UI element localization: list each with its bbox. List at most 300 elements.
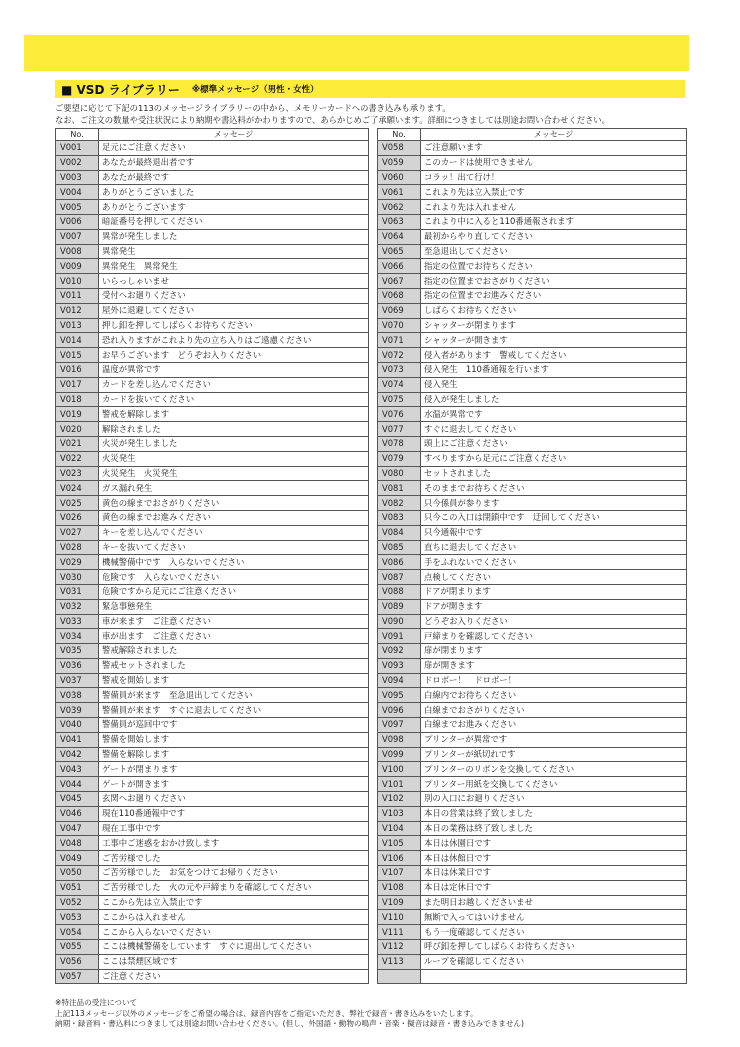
message-text: ここは機械警備をしています すぐに退出してください [99, 940, 369, 955]
table-row [56, 333, 369, 348]
message-text: シャッターが開きます [421, 333, 687, 348]
message-text: ご苦労様でした [99, 851, 369, 866]
message-text: 本日は休業日です [421, 866, 687, 881]
message-number: V038 [56, 688, 99, 703]
message-text: 受付へお廻りください [99, 288, 369, 303]
message-number: V100 [378, 762, 421, 777]
table-row [56, 718, 369, 733]
message-number: V033 [56, 614, 99, 629]
message-number: V006 [56, 214, 99, 229]
table-row [378, 525, 687, 540]
message-number: V017 [56, 377, 99, 392]
message-number: V014 [56, 333, 99, 348]
intro-line: なお、ご注文の数量や受注状況により納期や書込料がかわりますので、あらかじめご了承願います。詳細につきましては別途お問い合わせください。 [55, 115, 610, 125]
message-text: ご注意ください [99, 969, 369, 984]
message-number: V106 [378, 851, 421, 866]
message-text: ご注意願います [421, 141, 687, 156]
message-text: プリンターが紙切れです [421, 747, 687, 762]
message-number: V099 [378, 747, 421, 762]
message-number: V077 [378, 422, 421, 437]
message-text: 温度が異常です [99, 362, 369, 377]
message-text: 水温が異常です [421, 407, 687, 422]
message-number: V088 [378, 584, 421, 599]
message-number: V056 [56, 954, 99, 969]
message-number: V035 [56, 644, 99, 659]
message-text: このカードは使用できません [421, 155, 687, 170]
table-row [378, 644, 687, 659]
message-number: V108 [378, 880, 421, 895]
column-header-message: メッセージ [99, 129, 369, 141]
message-text: 最初からやり直してください [421, 229, 687, 244]
message-text: 黄色の線までおさがりください [99, 496, 369, 511]
table-row [378, 436, 687, 451]
message-number: V104 [378, 821, 421, 836]
message-number: V060 [378, 170, 421, 185]
table-row [378, 880, 687, 895]
table-row [378, 451, 687, 466]
table-row [56, 377, 369, 392]
message-number: V058 [378, 141, 421, 156]
table-row [56, 629, 369, 644]
message-text: 警備員が来ます 至急退出してください [99, 688, 369, 703]
column-header-message: メッセージ [421, 129, 687, 141]
footer-notes [55, 998, 715, 1030]
message-number: V074 [378, 377, 421, 392]
message-number: V101 [378, 777, 421, 792]
message-number: V003 [56, 170, 99, 185]
column-header-no: No. [56, 129, 99, 141]
message-text: 白線までお進みください [421, 718, 687, 733]
table-row [56, 866, 369, 881]
table-row [378, 466, 687, 481]
message-text: 解除されました [99, 422, 369, 437]
message-text: ドアが閉まります [421, 584, 687, 599]
message-number: V052 [56, 895, 99, 910]
table-row [56, 348, 369, 363]
message-number: V028 [56, 540, 99, 555]
message-number: V002 [56, 155, 99, 170]
table-row [378, 925, 687, 940]
table-row [378, 362, 687, 377]
table-row [56, 303, 369, 318]
message-text: 異常発生 [99, 244, 369, 259]
message-number: V044 [56, 777, 99, 792]
message-number: V048 [56, 836, 99, 851]
message-text: いらっしゃいませ [99, 274, 369, 289]
message-number: V037 [56, 673, 99, 688]
message-text: 直ちに退去してください [421, 540, 687, 555]
message-number: V113 [378, 954, 421, 969]
table-row [378, 954, 687, 969]
message-text: そのままでお待ちください [421, 481, 687, 496]
table-row [378, 703, 687, 718]
table-row [378, 274, 687, 289]
table-row [378, 141, 687, 156]
message-number: V040 [56, 718, 99, 733]
table-row [378, 895, 687, 910]
table-row [378, 407, 687, 422]
message-text: 侵入発生 110番通報を行います [421, 362, 687, 377]
table-row [56, 880, 369, 895]
message-number: V039 [56, 703, 99, 718]
message-text: 警戒を解除します [99, 407, 369, 422]
table-row [378, 318, 687, 333]
intro-line: ご要望に応じて下記の113のメッセージライブラリーの中から、メモリーカードへの書き込みも承ります。 [55, 103, 451, 113]
message-number: V009 [56, 259, 99, 274]
message-number: V066 [378, 259, 421, 274]
message-number: V065 [378, 244, 421, 259]
message-number: V073 [378, 362, 421, 377]
table-row [56, 185, 369, 200]
message-number: V094 [378, 673, 421, 688]
message-text: ありがとうございます [99, 200, 369, 215]
table-row [378, 555, 687, 570]
message-number: V091 [378, 629, 421, 644]
message-text: ゲートが開きます [99, 777, 369, 792]
message-text: しばらくお待ちください [421, 303, 687, 318]
table-row [56, 274, 369, 289]
table-row [56, 644, 369, 659]
table-row [56, 422, 369, 437]
message-table-right [377, 128, 687, 984]
message-text: すぐに退去してください [421, 422, 687, 437]
message-number: V012 [56, 303, 99, 318]
table-row [378, 510, 687, 525]
table-row [56, 540, 369, 555]
message-number: V029 [56, 555, 99, 570]
table-row [56, 288, 369, 303]
table-row [56, 496, 369, 511]
message-number: V010 [56, 274, 99, 289]
message-text: 異常が発生しました [99, 229, 369, 244]
table-row [378, 200, 687, 215]
message-number: V016 [56, 362, 99, 377]
message-number: V032 [56, 599, 99, 614]
table-row [56, 214, 369, 229]
message-text: 暗証番号を押してください [99, 214, 369, 229]
message-number: V019 [56, 407, 99, 422]
table-row [56, 747, 369, 762]
message-text: お早うございます どうぞお入りください [99, 348, 369, 363]
message-text: 戸締まりを確認してください [421, 629, 687, 644]
message-text: ゲートが閉まります [99, 762, 369, 777]
message-number: V025 [56, 496, 99, 511]
note-line: 納期・録音料・書込料につきましては別途お問い合わせください。(但し、外国語・動物の鳴声・音楽・擬音は録音・書き込みできません) [55, 1019, 524, 1028]
message-text: 点検してください [421, 570, 687, 585]
table-row [56, 895, 369, 910]
message-table-left [55, 128, 369, 984]
table-row [56, 155, 369, 170]
message-text: キーを差し込んでください [99, 525, 369, 540]
message-text: 只今係員が参ります [421, 496, 687, 511]
message-text: これより中に入ると110番通報されます [421, 214, 687, 229]
message-text: ドアが開きます [421, 599, 687, 614]
message-number: V111 [378, 925, 421, 940]
message-number: V062 [378, 200, 421, 215]
message-number: V057 [56, 969, 99, 984]
table-row [378, 629, 687, 644]
message-text: 車が来ます ご注意ください [99, 614, 369, 629]
table-row [378, 155, 687, 170]
table-row [56, 777, 369, 792]
table-row [378, 866, 687, 881]
message-number: V020 [56, 422, 99, 437]
message-number: V075 [378, 392, 421, 407]
message-number: V055 [56, 940, 99, 955]
message-text: 白線までおさがりください [421, 703, 687, 718]
message-text: 呼び釦を押してしばらくお待ちください [421, 940, 687, 955]
message-text: すべりますから足元にご注意ください [421, 451, 687, 466]
table-row [378, 673, 687, 688]
message-number: V004 [56, 185, 99, 200]
message-text: 本日の業務は終了致しました [421, 821, 687, 836]
message-number: V046 [56, 806, 99, 821]
message-number: V085 [378, 540, 421, 555]
message-text: 恐れ入りますがこれより先の立ち入りはご遠慮ください [99, 333, 369, 348]
table-row [56, 318, 369, 333]
message-text: カードを差し込んでください [99, 377, 369, 392]
message-number: V031 [56, 584, 99, 599]
message-text: カードを抜いてください [99, 392, 369, 407]
message-text: 扉が閉まります [421, 644, 687, 659]
message-text: 足元にご注意ください [99, 141, 369, 156]
section-subtitle: ※標準メッセージ（男性・女性） [191, 85, 319, 95]
table-row [378, 851, 687, 866]
message-number: V069 [378, 303, 421, 318]
table-row [378, 777, 687, 792]
message-text: コラッ！出て行け！ [421, 170, 687, 185]
message-text: ここは禁煙区域です [99, 954, 369, 969]
table-row [378, 969, 687, 984]
table-row [378, 718, 687, 733]
table-row [378, 806, 687, 821]
message-number: V102 [378, 792, 421, 807]
message-text: シャッターが閉まります [421, 318, 687, 333]
table-row [378, 540, 687, 555]
message-number: V047 [56, 821, 99, 836]
message-number: V053 [56, 910, 99, 925]
table-row [378, 377, 687, 392]
message-number: V105 [378, 836, 421, 851]
table-row [56, 851, 369, 866]
table-row [378, 333, 687, 348]
message-text: 屋外に退避してください [99, 303, 369, 318]
message-text: 警備を開始します [99, 732, 369, 747]
message-number: V042 [56, 747, 99, 762]
message-number: V098 [378, 732, 421, 747]
intro-text [55, 102, 695, 126]
table-row [56, 466, 369, 481]
message-text: 危険ですから足元にご注意ください [99, 584, 369, 599]
message-text: 指定の位置までお進みください [421, 288, 687, 303]
message-number: V092 [378, 644, 421, 659]
message-text: 別の入口にお廻りください [421, 792, 687, 807]
table-row [56, 762, 369, 777]
table-row [56, 451, 369, 466]
table-row [56, 200, 369, 215]
table-row [378, 244, 687, 259]
table-row [56, 392, 369, 407]
table-row [378, 185, 687, 200]
message-text: どうぞお入りください [421, 614, 687, 629]
message-text: 押し釦を押してしばらくお待ちください [99, 318, 369, 333]
table-row [56, 703, 369, 718]
table-row [56, 940, 369, 955]
message-number: V045 [56, 792, 99, 807]
table-row [56, 732, 369, 747]
table-row [56, 229, 369, 244]
message-text: 至急退出してください [421, 244, 687, 259]
table-row [378, 422, 687, 437]
message-text: 黄色の線までお進みください [99, 510, 369, 525]
message-text: ご苦労様でした 火の元や戸締まりを確認してください [99, 880, 369, 895]
message-text: あなたが最終退出者です [99, 155, 369, 170]
table-row [56, 792, 369, 807]
message-number: V021 [56, 436, 99, 451]
table-header-row [56, 129, 369, 141]
table-row [378, 792, 687, 807]
message-number: V084 [378, 525, 421, 540]
message-number: V001 [56, 141, 99, 156]
message-text: 侵入発生 [421, 377, 687, 392]
table-row [56, 570, 369, 585]
message-text: 本日の営業は終了致しました [421, 806, 687, 821]
table-row [378, 214, 687, 229]
table-row [378, 762, 687, 777]
table-row [378, 584, 687, 599]
message-text: 侵入が発生しました [421, 392, 687, 407]
message-number: V078 [378, 436, 421, 451]
message-number: V064 [378, 229, 421, 244]
message-number: V041 [56, 732, 99, 747]
table-row [378, 821, 687, 836]
message-text: 指定の位置でお待ちください [421, 259, 687, 274]
message-text: ガス漏れ発生 [99, 481, 369, 496]
message-text: 無断で入ってはいけません [421, 910, 687, 925]
table-row [378, 732, 687, 747]
message-text: 本日は定休日です [421, 880, 687, 895]
message-text: 手をふれないでください [421, 555, 687, 570]
message-text: 火災が発生しました [99, 436, 369, 451]
message-number: V089 [378, 599, 421, 614]
message-number: V067 [378, 274, 421, 289]
message-text: ありがとうございました [99, 185, 369, 200]
message-number: V034 [56, 629, 99, 644]
message-number: V059 [378, 155, 421, 170]
message-number [378, 969, 421, 984]
message-number: V090 [378, 614, 421, 629]
table-row [56, 244, 369, 259]
message-number: V087 [378, 570, 421, 585]
table-row [378, 288, 687, 303]
table-row [378, 910, 687, 925]
table-row [378, 481, 687, 496]
message-text: 火災発生 [99, 451, 369, 466]
message-number: V107 [378, 866, 421, 881]
column-header-no: No. [378, 129, 421, 141]
table-row [378, 599, 687, 614]
message-number: V008 [56, 244, 99, 259]
table-row [56, 436, 369, 451]
message-text: 白線内でお待ちください [421, 688, 687, 703]
message-text [421, 969, 687, 984]
message-number: V027 [56, 525, 99, 540]
table-row [378, 658, 687, 673]
message-number: V043 [56, 762, 99, 777]
table-row [378, 688, 687, 703]
note-line: 上記113メッセージ以外のメッセージをご希望の場合は、録音内容をご指定いただき、弊社で録音・書き込みをいたします。 [55, 1008, 478, 1018]
table-row [56, 688, 369, 703]
message-number: V050 [56, 866, 99, 881]
message-number: V070 [378, 318, 421, 333]
table-row [56, 407, 369, 422]
message-text: 車が出ます ご注意ください [99, 629, 369, 644]
table-row [378, 496, 687, 511]
section-title: ■ VSD ライブラリー [61, 82, 180, 97]
table-row [56, 362, 369, 377]
table-row [378, 747, 687, 762]
message-number: V068 [378, 288, 421, 303]
message-text: 侵入者があります 警戒してください [421, 348, 687, 363]
message-text: あなたが最終です [99, 170, 369, 185]
message-number: V024 [56, 481, 99, 496]
table-row [56, 821, 369, 836]
message-number: V007 [56, 229, 99, 244]
section-header [55, 80, 685, 98]
message-number: V022 [56, 451, 99, 466]
message-number: V109 [378, 895, 421, 910]
message-text: 只今通報中です [421, 525, 687, 540]
message-text: 現在工事中です [99, 821, 369, 836]
message-number: V076 [378, 407, 421, 422]
message-text: ここから入らないでください [99, 925, 369, 940]
message-text: 頭上にご注意ください [421, 436, 687, 451]
message-number: V086 [378, 555, 421, 570]
message-text: 玄関へお廻りください [99, 792, 369, 807]
message-text: 火災発生 火災発生 [99, 466, 369, 481]
message-number: V072 [378, 348, 421, 363]
message-number: V054 [56, 925, 99, 940]
table-row [56, 599, 369, 614]
table-row [378, 570, 687, 585]
table-row [56, 481, 369, 496]
message-number: V018 [56, 392, 99, 407]
table-row [56, 170, 369, 185]
message-number: V005 [56, 200, 99, 215]
message-text: プリンターのリボンを交換してください [421, 762, 687, 777]
message-text: ここから先は立入禁止です [99, 895, 369, 910]
message-text: セットされました [421, 466, 687, 481]
table-header-row [378, 129, 687, 141]
message-text: 警備員が巡回中です [99, 718, 369, 733]
table-row [378, 170, 687, 185]
note-line: ※特注品の受注について [55, 998, 138, 1007]
header-band [24, 35, 689, 71]
message-text: 機械警備中です 入らないでください [99, 555, 369, 570]
table-row [56, 584, 369, 599]
table-row [378, 614, 687, 629]
table-row [378, 229, 687, 244]
message-text: 危険です 入らないでください [99, 570, 369, 585]
message-number: V110 [378, 910, 421, 925]
message-number: V093 [378, 658, 421, 673]
table-row [378, 836, 687, 851]
message-number: V026 [56, 510, 99, 525]
message-text: ご苦労様でした お気をつけてお帰りください [99, 866, 369, 881]
message-text: 本日は休館日です [421, 851, 687, 866]
table-row [378, 940, 687, 955]
table-row [56, 969, 369, 984]
